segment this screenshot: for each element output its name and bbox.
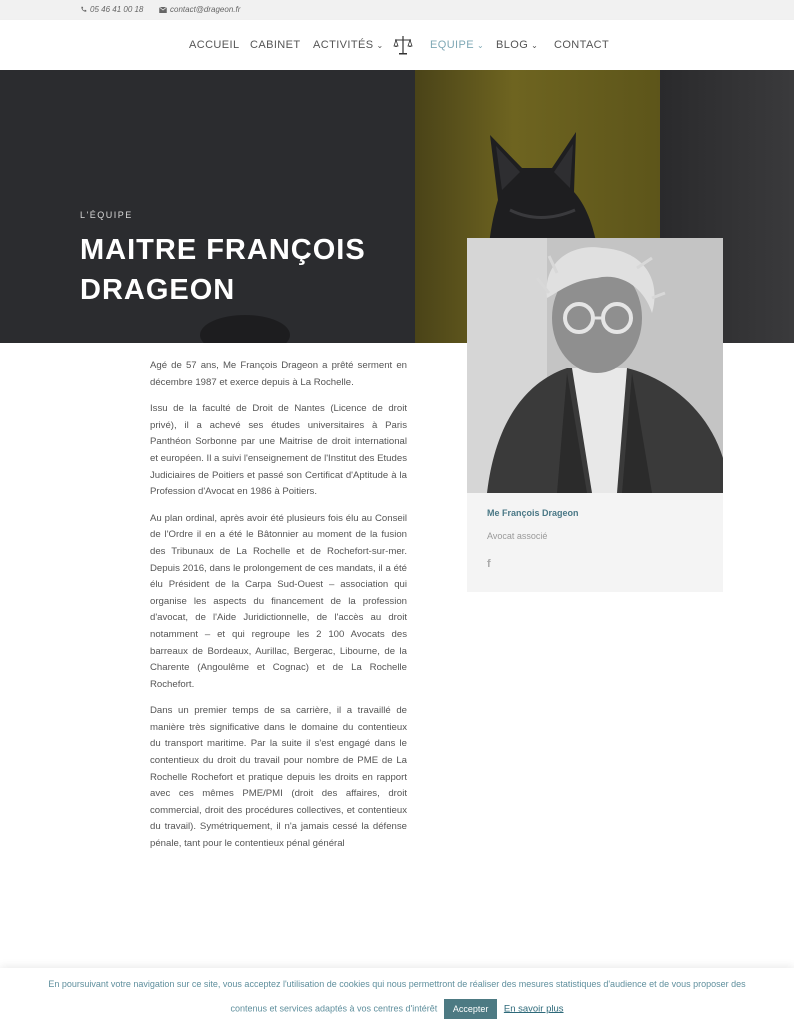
chevron-down-icon: ⌄ [531,41,539,50]
main-nav [0,20,794,70]
profile-role: Avocat associé [487,531,548,541]
top-bar [0,0,794,20]
cookie-message-line2-row [0,999,794,1019]
bio-paragraph: Au plan ordinal, après avoir été plusieurs fois élu au Conseil de l'Ordre il en a été le Bâtonnier au moment de la fusion des Tribunaux de La Rochelle et de Rochefort-sur-mer. Depuis 2016, dans le prolongement de ces mandats, il a été élu Président de la Carpa Sud-Ouest – association qui organise les aspects du financement de la profession d'avocat, de l'Aide Juridictionnelle, de l'accès au droit notamment – et qui regroupe les 2 100 Avocats des barreaux de Bordeaux, Aurillac, Bergerac, Libourne, de la Charente (Angoulême et Cognac) et de La Rochelle Rochefort. [150,512,407,690]
nav-item-equipe[interactable]: EQUIPE ⌄ [430,39,485,51]
email-address: contact@drageon.fr [170,5,241,14]
bio-paragraph: Agé de 57 ans, Me François Drageon a prêté serment en décembre 1987 et exerce depuis à La Rochelle. [150,360,407,388]
mail-icon [159,7,167,13]
biography-text [150,358,407,863]
profile-name: Me François Drageon [487,508,579,518]
profile-photo [467,238,723,493]
nav-item-contact[interactable]: CONTACT [554,39,610,51]
email-link[interactable] [159,5,240,14]
nav-item-blog[interactable]: BLOG ⌄ [496,39,539,51]
profile-card [467,238,723,592]
hero-background-shape [200,315,290,343]
nav-item-accueil[interactable]: ACCUEIL [189,39,240,51]
learn-more-link[interactable]: En savoir plus [503,1003,564,1015]
nav-item-activites[interactable]: ACTIVITÉS ⌄ [313,39,384,51]
chevron-down-icon: ⌄ [476,41,485,50]
bio-paragraph: Dans un premier temps de sa carrière, il a travaillé de manière très significative dans le domaine du contentieux du transport maritime. Par la suite il s'est engagé dans le contentieux du droit du travail pour nombre de PME de La Rochelle Rochefort et pratique depuis les droits en rapport avec ces mêmes PME/PMI (droit des affaires, droit commercial, droit des procédures collectives, et contentieux du travail). Symétriquement, il n'a jamais cessé la défense pénale, tant pour le contentieux pénal général [150,705,407,850]
scales-logo-icon[interactable] [393,34,413,56]
cookie-message-line1: En poursuivant votre navigation sur ce site, vous acceptez l'utilisation de cookies qui nous permettront de réaliser des mesures statistiques d'audience et de vous proposer des [48,979,746,989]
portrait-illustration [467,238,723,493]
page-title: MAITRE FRANÇOIS DRAGEON [80,234,366,306]
cookie-message-line2: contenus et services adaptés à vos centres d'intérêt [230,1003,438,1014]
facebook-icon[interactable]: f [487,558,491,570]
bio-paragraph: Issu de la faculté de Droit de Nantes (Licence de droit privé), il a achevé ses études universitaires à Paris Panthéon Sorbonne par une Maitrise de droit international et européen. Il a suivi l'enseignement de l'Institut des Etudes Judiciaires de Poitiers et passé son Certificat d'Aptitude à la Profession d'Avocat en 1986 à Poitiers. [150,403,407,498]
chevron-down-icon: ⌄ [376,41,384,50]
phone-icon [80,6,87,13]
page-eyebrow: L'ÉQUIPE [80,210,133,220]
nav-item-cabinet[interactable]: CABINET [250,39,301,51]
phone-number: 05 46 41 00 18 [90,5,144,14]
phone-link[interactable] [80,5,143,14]
accept-cookies-button[interactable]: Accepter [444,999,498,1019]
cookie-banner [0,968,794,1024]
